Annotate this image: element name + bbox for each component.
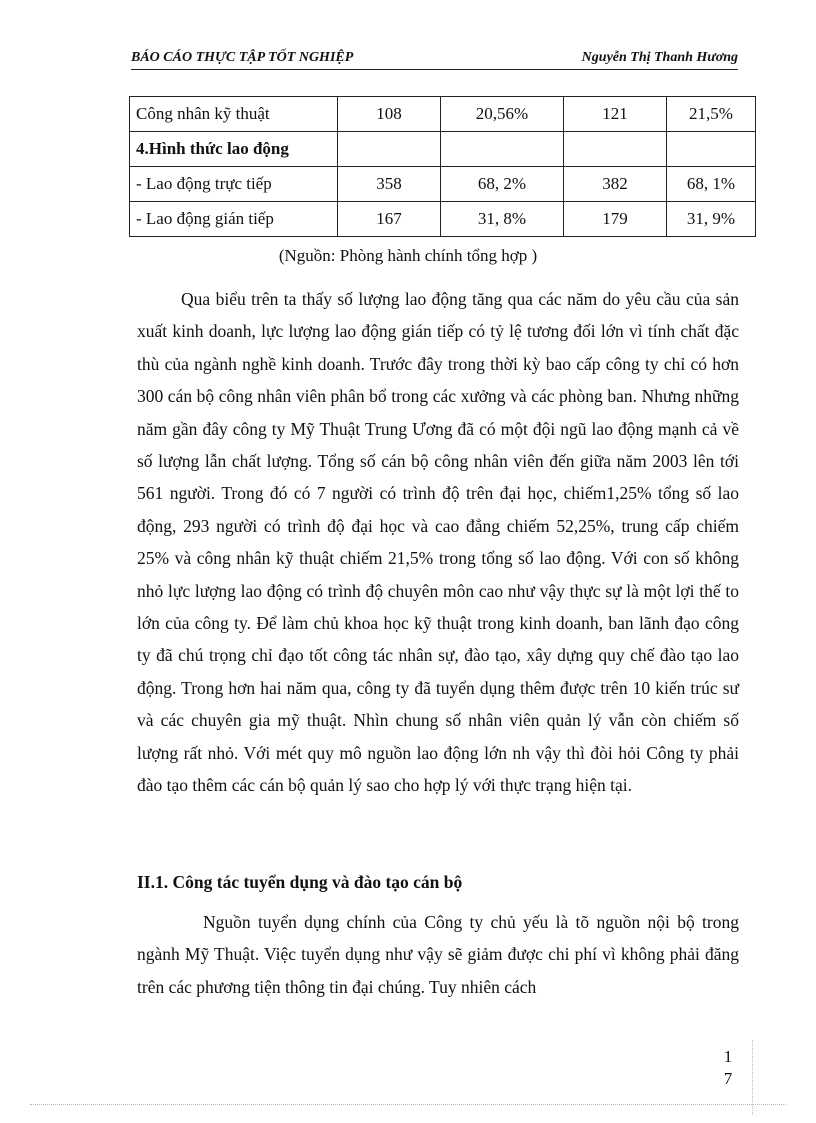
cell-value-year1: 167	[338, 202, 441, 237]
body-paragraph-2: Nguồn tuyển dụng chính của Công ty chủ yếu là tõ nguồn nội bộ trong ngành Mỹ Thuật. Việc tuyển dụng như vậy sẽ giảm được chi phí vì không phải đăng trên các phương tiện thông tin đại chúng. Tuy nhiên cách	[137, 912, 739, 997]
cell-percent-year1: 31, 8%	[441, 202, 564, 237]
cell-value-year1	[338, 132, 441, 167]
body-paragraph-1: Qua biểu trên ta thấy số lượng lao động tăng qua các năm do yêu cầu của sản xuất kinh doanh, lực lượng lao động gián tiếp có tỷ lệ tương đối lớn vì tính chất đặc thù của ngành nghề kinh doanh. Trước đây trong thời kỳ bao cấp công ty chỉ có hơn 300 cán bộ công nhân viên phân bổ trong các xưởng và các phòng ban. Nhưng những năm gần đây công ty Mỹ Thuật Trung Ương đã có một đội ngũ lao động mạnh cả về số lượng lẫn chất lượng. Tổng số cán bộ công nhân viên đến giữa năm 2003 lên tới 561 người. Trong đó có 7 người có trình độ trên đại học, chiếm1,25% tổng số lao động, 293 người có trình độ đại học và cao đẳng chiếm 52,25%, trung cấp chiếm 25% và công nhân kỹ thuật chiếm 21,5% trong tổng số lao động. Với con số không nhỏ lực lượng lao động có trình độ chuyên môn cao như vậy thực sự là một lợi thế to lớn của công ty. Để làm chủ khoa học kỹ thuật trong kinh doanh, ban lãnh đạo công ty đã chú trọng chỉ đạo tốt công tác nhân sự, đào tạo, xây dựng quy chế đào tạo lao động. Trong hơn hai năm qua, công ty đã tuyển dụng thêm được trên 10 kiến trúc sư và các chuyên gia mỹ thuật. Nhìn chung số nhân viên quản lý vẫn còn chiếm số lượng rất nhỏ. Với mét quy mô nguồn lao động lớn nh vậy thì đòi hỏi Công ty phải đào tạo thêm các cán bộ quản lý sao cho hợp lý với thực trạng hiện tại.	[137, 289, 739, 796]
source-note: (Nguồn: Phòng hành chính tổng hợp )	[278, 246, 538, 265]
cell-percent-year1: 20,56%	[441, 97, 564, 132]
cell-value-year2: 382	[564, 167, 667, 202]
cell-percent-year1	[441, 132, 564, 167]
page-number-digit-1: 1	[723, 1047, 733, 1066]
cell-value-year2: 179	[564, 202, 667, 237]
row-label: 4.Hình thức lao động	[130, 132, 338, 167]
cell-percent-year2: 21,5%	[667, 97, 756, 132]
cell-value-year2: 121	[564, 97, 667, 132]
row-label: - Lao động trực tiếp	[130, 167, 338, 202]
row-label: Công nhân kỹ thuật	[130, 97, 338, 132]
table-row	[130, 97, 756, 132]
labor-table	[129, 96, 756, 237]
header-author-name: Nguyễn Thị Thanh Hương	[581, 50, 738, 65]
page-bottom-guide	[30, 1104, 786, 1105]
cell-percent-year1: 68, 2%	[441, 167, 564, 202]
cell-value-year2	[564, 132, 667, 167]
header-report-title: BÁO CÁO THỰC TẬP TỐT NGHIỆP	[131, 50, 354, 65]
row-label: - Lao động gián tiếp	[130, 202, 338, 237]
table-row	[130, 132, 756, 167]
section-heading: II.1. Công tác tuyển dụng và đào tạo cán bộ	[137, 872, 463, 892]
cell-percent-year2: 31, 9%	[667, 202, 756, 237]
table-row	[130, 202, 756, 237]
cell-value-year1: 358	[338, 167, 441, 202]
page-number	[720, 1046, 736, 1090]
page-header	[131, 50, 738, 70]
cell-percent-year2	[667, 132, 756, 167]
cell-value-year1: 108	[338, 97, 441, 132]
table-row	[130, 167, 756, 202]
cell-percent-year2: 68, 1%	[667, 167, 756, 202]
page-number-digit-2: 7	[723, 1069, 733, 1088]
